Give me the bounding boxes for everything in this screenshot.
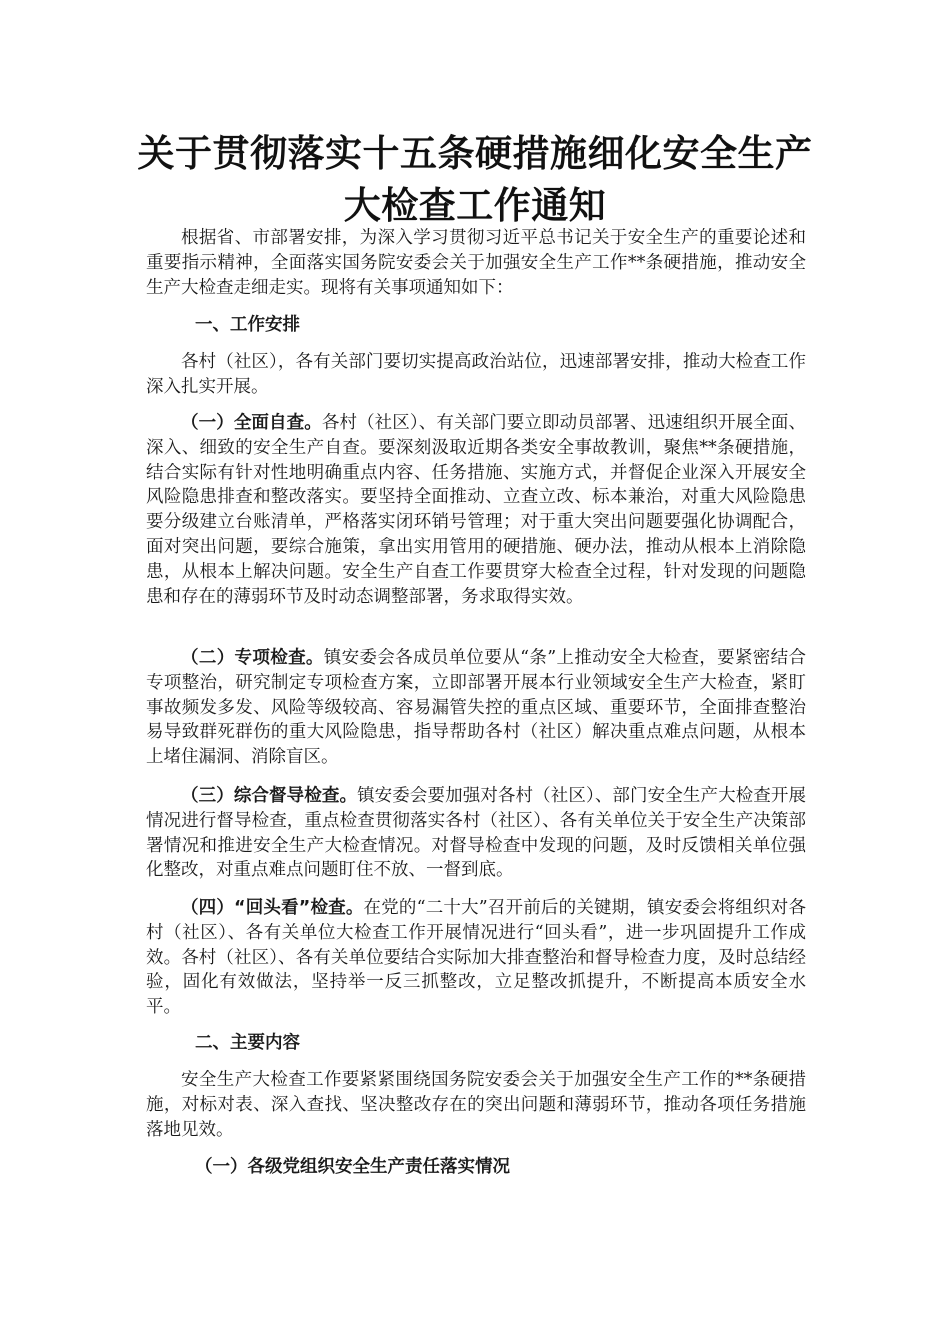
item-look-back-inspection [146, 896, 806, 1020]
item-text: 在党的“二十大”召开前后的关键期，镇安委会将组织对各村（社区）、各有关单位大检查工作开展情况进行“回头看”，进一步巩固提升工作成效。各村（社区）、各有关单位要结合实际加大排查整治和督导检查力度，及时总结经验，固化有效做法，坚持举一反三抓整改，立足整改抓提升，不断提高本质安全水平。 [146, 898, 806, 1018]
document-title-line-2: 大检查工作通知 [343, 184, 607, 227]
section-2-heading: 二、主要内容 [195, 1033, 300, 1053]
section-2-subheading-1: （一）各级党组织安全生产责任落实情况 [195, 1157, 510, 1177]
item-lead: （四）“回头看”检查。 [181, 898, 364, 918]
item-text: 镇安委会各成员单位要从“条”上推动安全大检查，要紧密结合专项整治，研究制定专项检查方案，立即部署开展本行业领域安全生产大检查，紧盯事故频发多发、风险等级较高、容易漏管失控的重点区域、重要环节，全面排查整治易导致群死群伤的重大风险隐患，指导帮助各村（社区）解决重点难点问题，从根本上堵住漏洞、消除盲区。 [146, 648, 806, 768]
item-lead: （二）专项检查。 [181, 648, 324, 668]
item-special-inspection [146, 646, 806, 770]
item-lead: （一）全面自查。 [181, 413, 322, 433]
document-title-line-1: 关于贯彻落实十五条硬措施细化安全生产 [137, 132, 813, 175]
section-1-intro-paragraph: 各村（社区），各有关部门要切实提高政治站位，迅速部署安排，推动大检查工作深入扎实开展。 [146, 352, 806, 397]
section-1-heading: 一、工作安排 [195, 315, 300, 335]
intro-paragraph: 根据省、市部署安排，为深入学习贯彻习近平总书记关于安全生产的重要论述和重要指示精神，全面落实国务院安委会关于加强安全生产工作**条硬措施，推动安全生产大检查走细走实。现将有关事项通知如下： [146, 228, 806, 298]
item-comprehensive-self-inspection [146, 411, 806, 609]
item-text: 镇安委会要加强对各村（社区）、部门安全生产大检查开展情况进行督导检查，重点检查贯彻落实各村（社区）、各有关单位关于安全生产决策部署情况和推进安全生产大检查情况。对督导检查中发现的问题，及时反馈相关单位强化整改，对重点难点问题盯住不放、一督到底。 [146, 786, 807, 881]
item-comprehensive-supervision [146, 784, 806, 883]
section-2-intro-paragraph: 安全生产大检查工作要紧紧围绕国务院安委会关于加强安全生产工作的**条硬措施，对标对表、深入查找、坚决整改存在的突出问题和薄弱环节，推动各项任务措施落地见效。 [146, 1070, 806, 1140]
item-lead: （三）综合督导检查。 [181, 786, 358, 806]
item-text: 各村（社区）、有关部门要立即动员部署、迅速组织开展全面、深入、细致的安全生产自查。要深刻汲取近期各类安全事故教训，聚焦**条硬措施，结合实际有针对性地明确重点内容、任务措施、实施方式，并督促企业深入开展安全风险隐患排查和整改落实。要坚持全面推动、立查立改、标本兼治，对重大风险隐患要分级建立台账清单，严格落实闭环销号管理；对于重大突出问题要强化协调配合，面对突出问题，要综合施策，拿出实用管用的硬措施、硬办法，推动从根本上消除隐患，从根本上解决问题。安全生产自查工作要贯穿大检查全过程，针对发现的问题隐患和存在的薄弱环节及时动态调整部署，务求取得实效。 [146, 413, 807, 607]
